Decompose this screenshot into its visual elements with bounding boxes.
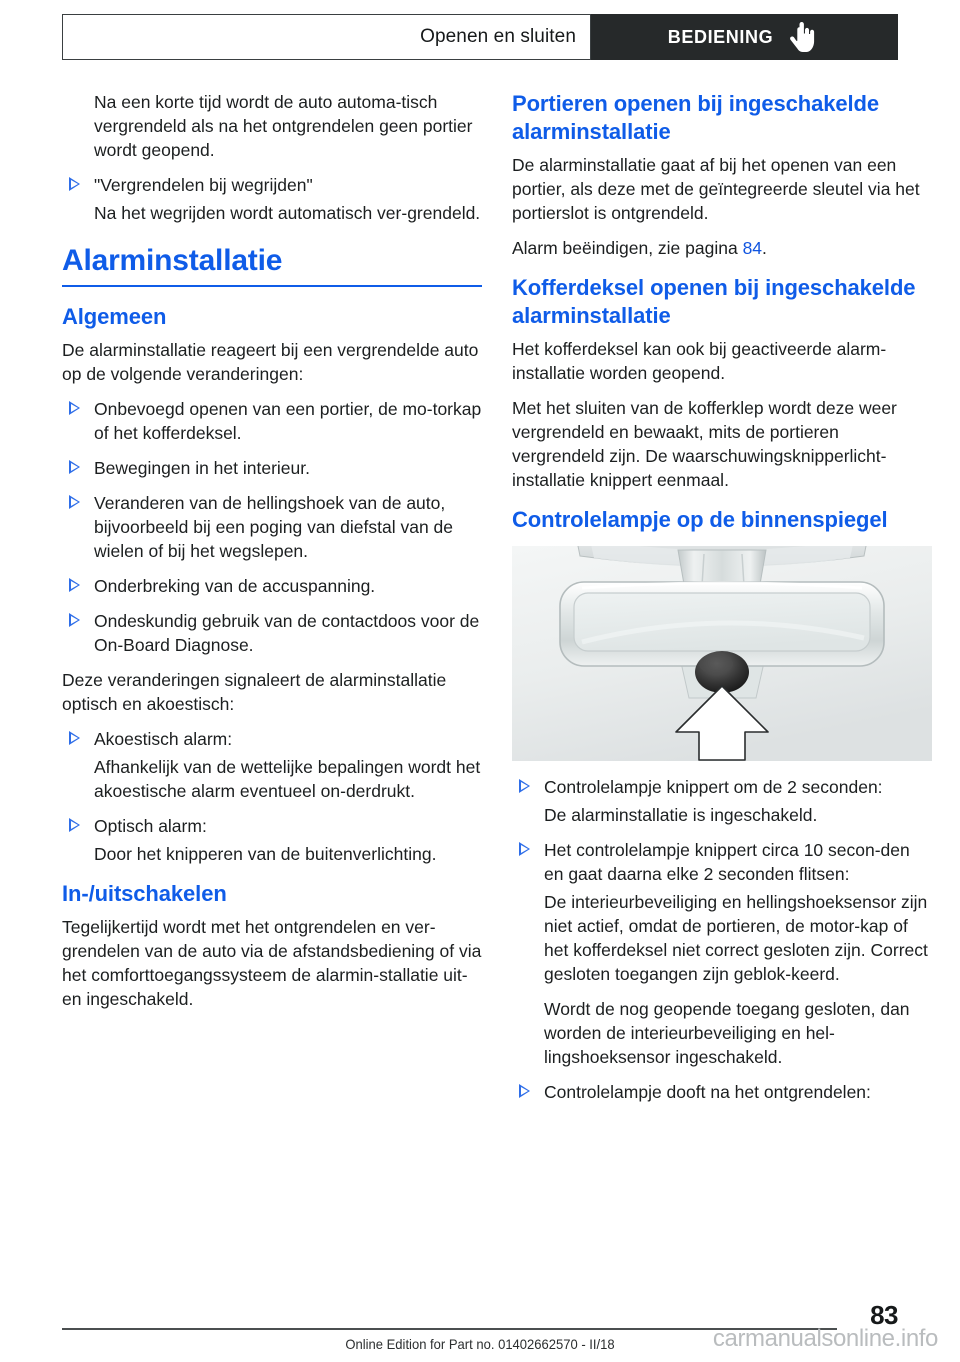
kofferdeksel-body-1: Het kofferdeksel kan ook bij geactiveerde alarm‐installatie worden geopend. <box>512 339 887 383</box>
alarm-beeindigen-period: . <box>762 238 767 258</box>
heading-portieren-openen: Portieren openen bij ingeschakelde alarminstallatie <box>512 91 880 144</box>
heading-algemeen: Algemeen <box>62 304 167 329</box>
triangle-bullet-icon <box>69 731 80 745</box>
alarm-beeindigen-line <box>512 236 932 260</box>
triangle-bullet-icon <box>69 613 80 627</box>
controlelampje-body-2b: Wordt de nog geopende toegang gesloten, dan worden de interieurbeveiliging en hel‐lingshoeksensor ingeschakeld. <box>544 999 910 1067</box>
page-reference-link[interactable]: 84 <box>742 238 763 258</box>
right-column <box>512 90 932 1108</box>
list-item <box>62 491 482 563</box>
heading-kofferdeksel-openen: Kofferdeksel openen bij ingeschakelde alarminstallatie <box>512 275 916 328</box>
watermark: carmanualsonline.info <box>712 1325 938 1352</box>
list-item <box>62 173 482 197</box>
list-item-label: Akoestisch alarm: <box>94 729 233 749</box>
list-item-label: Ondeskundig gebruik van de contactdoos voor de On-Board Diagnose. <box>94 611 480 655</box>
header-chapter-box <box>62 14 591 60</box>
triangle-bullet-icon <box>69 401 80 415</box>
signal-bullet-list <box>62 727 482 751</box>
controlelampje-body-1: De alarminstallatie is ingeschakeld. <box>544 805 818 825</box>
list-item-label: Het controlelampje knippert circa 10 secon‐den en gaat daarna elke 2 seconden flitsen: <box>544 840 910 884</box>
portieren-body: De alarminstallatie gaat af bij het openen van een portier, als deze met de geïntegreerde sleutel via het portierslot is ontgrendeld. <box>512 155 920 223</box>
list-item-label: Bewegingen in het interieur. <box>94 458 310 478</box>
list-item <box>62 727 482 751</box>
page-title: Alarminstallatie <box>62 244 283 277</box>
heading-in-uitschakelen: In-/uitschakelen <box>62 881 227 906</box>
list-item <box>62 397 482 445</box>
signal-lead: Deze veranderingen signaleert de alarminstallatie optisch en akoestisch: <box>62 670 447 714</box>
triangle-bullet-icon <box>69 818 80 832</box>
controlelampje-bullet-list-1 <box>512 775 932 799</box>
list-item <box>62 814 482 838</box>
kofferdeksel-body-2: Met het sluiten van de kofferklep wordt deze weer vergrendeld en bewaakt, mits de portieren vergrendeld zijn. De waarschuwingsknipperlicht‐installatie knippert eenmaal. <box>512 398 897 490</box>
triangle-bullet-icon <box>69 177 80 191</box>
triangle-bullet-icon <box>519 842 530 856</box>
list-item-label: Controlelampje dooft na het ontgrendelen: <box>544 1082 871 1102</box>
list-item <box>512 838 932 886</box>
triangle-bullet-icon <box>69 460 80 474</box>
list-item <box>512 1080 932 1104</box>
header-chapter-label: Openen en sluiten <box>420 26 576 47</box>
list-item <box>512 775 932 799</box>
list-item-label: Onderbreking van de accuspanning. <box>94 576 376 596</box>
list-item-label: Optisch alarm: <box>94 816 207 836</box>
triangle-bullet-icon <box>69 495 80 509</box>
footer-edition-text: Online Edition for Part no. 01402662570 - II/18 <box>345 1336 615 1352</box>
optisch-body: Door het knipperen van de buitenverlichting. <box>94 844 437 864</box>
algemeen-bullet-list <box>62 397 482 657</box>
intro-bullet-body: Na het wegrijden wordt automatisch ver‐grendeld. <box>94 203 481 223</box>
intro-bullet-list <box>62 173 482 197</box>
pointing-hand-icon <box>789 22 815 52</box>
list-item-label: Veranderen van de hellingshoek van de auto, bijvoorbeeld bij een poging van diefstal van de wielen of bij het wegslepen. <box>94 493 454 561</box>
rearview-mirror-figure <box>512 546 932 761</box>
triangle-bullet-icon <box>519 1084 530 1098</box>
list-item <box>62 609 482 657</box>
header-section-box <box>591 14 898 60</box>
controlelampje-body-2a: De interieurbeveiliging en hellingshoeksensor zijn niet actief, omdat de portieren, de motor‐kap of het kofferdeksel niet correct gesloten zijn. Correct gesloten toegangen zijn geblok‐keerd. <box>544 892 928 984</box>
algemeen-lead: De alarminstallatie reageert bij een vergrendelde auto op de volgende veranderingen: <box>62 340 479 384</box>
list-item-label: Onbevoegd openen van een portier, de mo‐torkap of het kofferdeksel. <box>94 399 482 443</box>
intro-paragraph: Na een korte tijd wordt de auto automa‐tisch vergrendeld als na het ontgrendelen geen portier wordt geopend. <box>94 92 473 160</box>
page-header <box>62 14 898 60</box>
optisch-bullet-list <box>62 814 482 838</box>
triangle-bullet-icon <box>69 578 80 592</box>
alarm-beeindigen-text: Alarm beëindigen, zie pagina <box>512 238 743 258</box>
akoestisch-body: Afhankelijk van de wettelijke bepalingen wordt het akoestische alarm eventueel on‐derdrukt. <box>94 757 481 801</box>
heading-controlelampje: Controlelampje op de binnenspiegel <box>512 507 888 532</box>
list-item-label: Controlelampje knippert om de 2 seconden: <box>544 777 883 797</box>
list-item-label: "Vergrendelen bij wegrijden" <box>94 175 313 195</box>
in-uitschakelen-body: Tegelijkertijd wordt met het ontgrendelen en ver‐grendelen van de auto via de afstandsbediening of via het comforttoegangssysteem de alarmin‐stallatie uit- en ingeschakeld. <box>62 917 482 1009</box>
controlelampje-bullet-list-3 <box>512 1080 932 1104</box>
triangle-bullet-icon <box>519 779 530 793</box>
list-item <box>62 456 482 480</box>
page-number: 83 <box>870 1300 898 1330</box>
controlelampje-bullet-list-2 <box>512 838 932 886</box>
left-column <box>62 90 482 1022</box>
list-item <box>62 574 482 598</box>
header-section-label: BEDIENING <box>667 26 774 47</box>
title-divider <box>62 285 482 287</box>
